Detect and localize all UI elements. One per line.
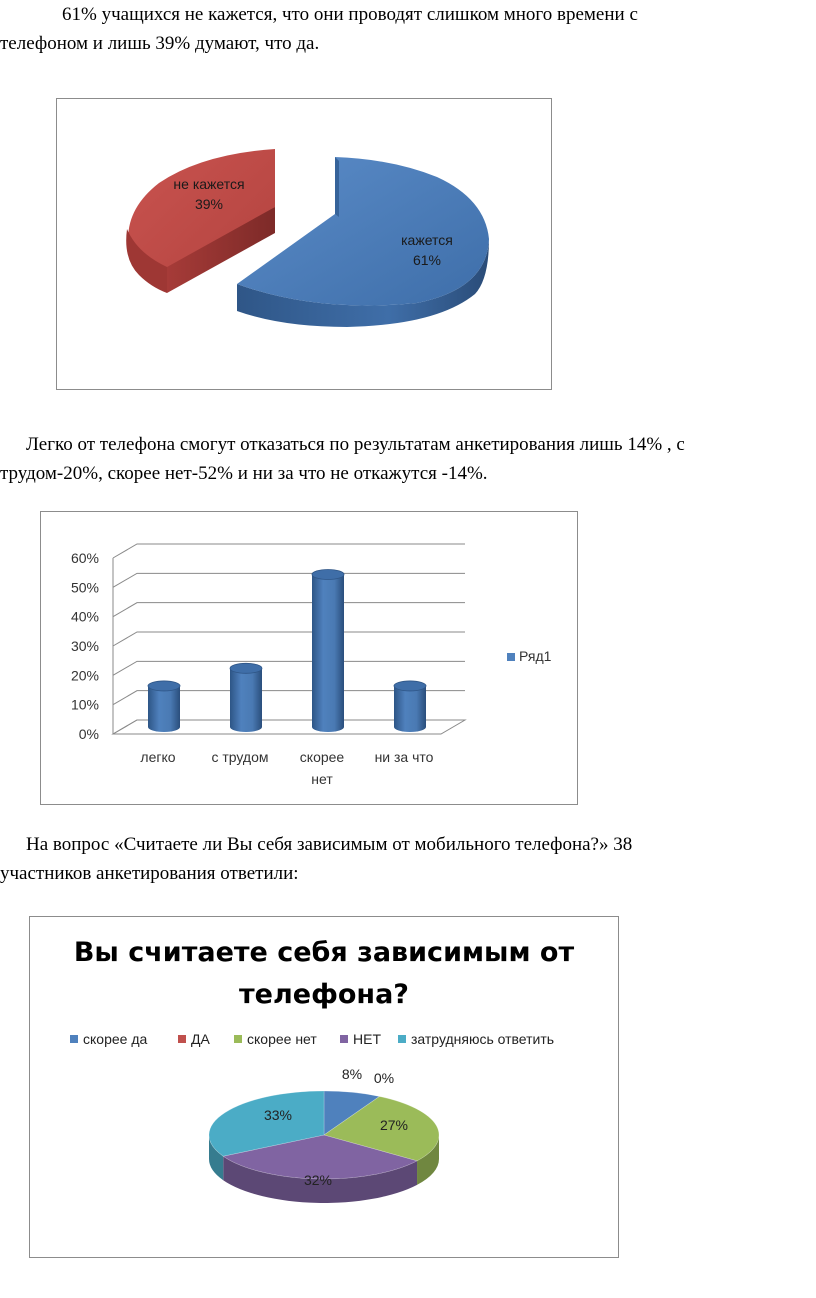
paragraph-1-line-1: 61% учащихся не кажется, что они проводят слишком много времени с	[62, 4, 638, 25]
legend-item-1	[70, 1031, 147, 1047]
chart-2-bar	[41, 512, 577, 804]
y-tick-label: 60%	[70, 550, 99, 566]
pie3-legend	[70, 1031, 554, 1047]
pie3-data-label: 27%	[379, 1117, 409, 1133]
legend-swatch	[340, 1035, 348, 1043]
legend-item-3	[234, 1031, 317, 1047]
legend-swatch	[398, 1035, 406, 1043]
bar-body	[312, 574, 344, 732]
svg-text:не кажется: не кажется	[173, 176, 245, 192]
bar-top	[394, 681, 426, 691]
pie3-title-line-2: телефона?	[239, 979, 409, 1010]
paragraph-3-line-2: участников анкетирования ответили:	[0, 863, 299, 884]
bar-top	[312, 569, 344, 579]
svg-text:61%: 61%	[412, 252, 442, 268]
bar-chart-gridline	[113, 632, 465, 646]
legend-label: скорее да	[83, 1031, 148, 1047]
legend-swatch	[234, 1035, 242, 1043]
x-tick-label: ни за что	[374, 749, 434, 765]
x-tick-label: с трудом	[211, 749, 269, 765]
y-tick-label: 30%	[70, 638, 99, 654]
paragraph-3	[0, 830, 800, 888]
chart-3-pie	[30, 917, 618, 1257]
chart-1-frame	[56, 98, 552, 390]
pie3-data-label: 33%	[263, 1107, 293, 1123]
bar-chart-gridline	[113, 603, 465, 617]
paragraph-1	[0, 0, 800, 58]
paragraph-2	[0, 430, 800, 488]
legend-label: НЕТ	[353, 1031, 381, 1047]
legend-label: скорее нет	[247, 1031, 317, 1047]
x-tick-label: нет	[311, 771, 333, 787]
bar-4	[394, 681, 426, 732]
paragraph-3-line-1: На вопрос «Считаете ли Вы себя зависимым от мобильного телефона?» 38	[26, 834, 633, 855]
bar-body	[148, 686, 180, 732]
pie3-data-label: 8%	[341, 1066, 363, 1082]
bar-chart-bars	[148, 569, 426, 732]
y-tick-label: 0%	[78, 726, 99, 742]
bar-top	[230, 663, 262, 673]
paragraph-2-line-2: трудом-20%, скорее нет-52% и ни за что не откажутся -14%.	[0, 463, 488, 484]
legend-swatch	[178, 1035, 186, 1043]
x-tick-label: легко	[140, 749, 176, 765]
legend-label-series-1: Ряд1	[519, 648, 552, 664]
legend-label: ДА	[191, 1031, 210, 1047]
bar-chart-gridline	[113, 661, 465, 675]
pie3-title	[74, 937, 575, 1010]
y-tick-label: 10%	[70, 696, 99, 713]
chart-1-pie	[57, 99, 551, 389]
pie3-title-line-1: Вы считаете себя зависимым от	[73, 937, 575, 968]
chart-2-frame	[40, 511, 578, 805]
legend-swatch	[70, 1035, 78, 1043]
bar-body	[230, 668, 262, 732]
paragraph-1-line-2: телефоном и лишь 39% думают, что да.	[0, 33, 320, 54]
bar-2	[230, 663, 262, 732]
legend-item-4	[340, 1031, 381, 1047]
pie3-data-label: 32%	[303, 1172, 333, 1188]
legend-item-5	[398, 1031, 554, 1047]
bar-1	[148, 681, 180, 732]
svg-text:кажется: кажется	[401, 232, 453, 248]
bar-chart-y-ticks	[71, 550, 99, 742]
bar-top	[148, 681, 180, 691]
chart-3-frame	[29, 916, 619, 1258]
bar-chart-gridline	[113, 573, 465, 587]
paragraph-2-line-1: Легко от телефона смогут отказаться по результатам анкетирования лишь 14% , с	[26, 434, 685, 455]
bar-3	[312, 569, 344, 732]
bar-chart-legend	[507, 648, 552, 664]
bar-chart-gridline	[113, 544, 465, 558]
svg-text:39%: 39%	[194, 196, 224, 212]
legend-swatch-series-1	[507, 653, 515, 661]
legend-item-2	[178, 1031, 210, 1047]
y-tick-label: 40%	[70, 608, 99, 625]
y-tick-label: 20%	[70, 667, 99, 684]
bar-chart-x-labels	[140, 749, 433, 787]
y-tick-label: 50%	[70, 579, 99, 596]
legend-label: затрудняюсь ответить	[411, 1031, 555, 1047]
bar-body	[394, 686, 426, 732]
pie1-slice-ne-kazhetsya	[126, 149, 275, 293]
pie3-data-label: 0%	[373, 1070, 395, 1086]
x-tick-label: скорее	[299, 749, 345, 765]
